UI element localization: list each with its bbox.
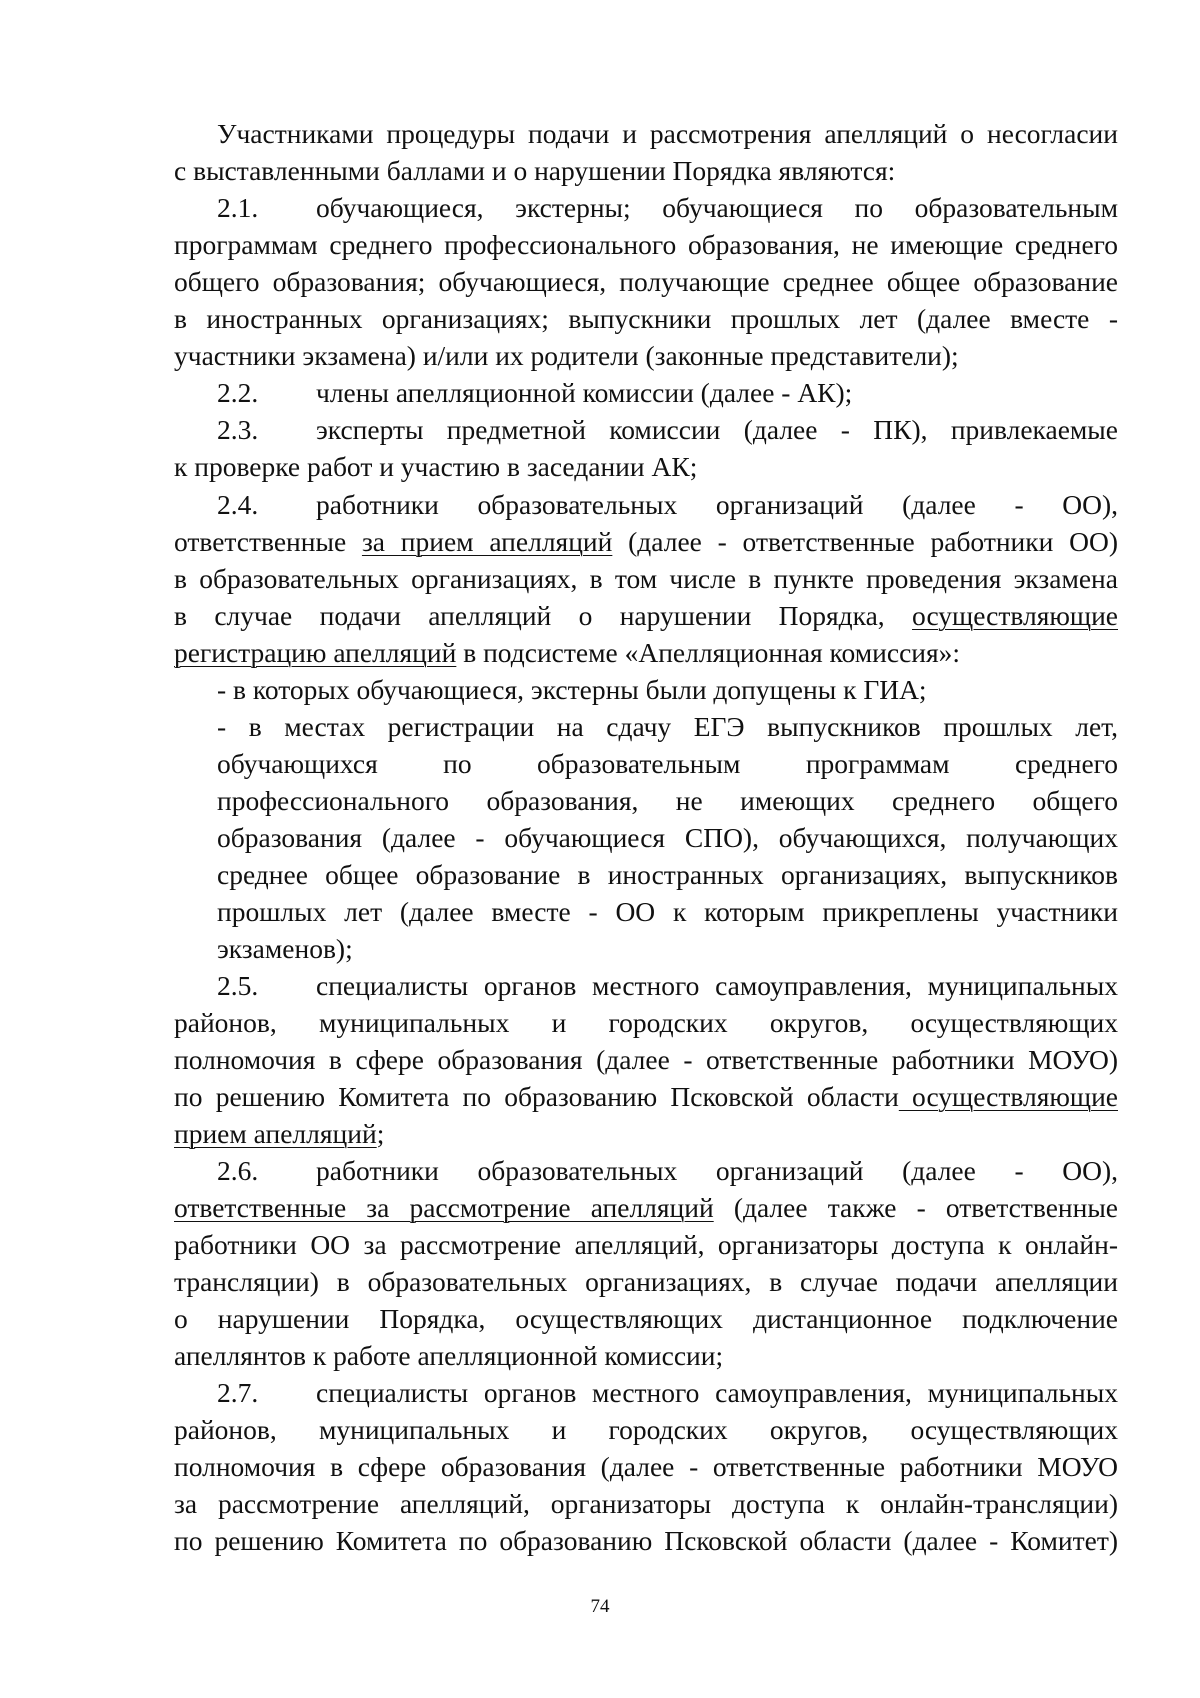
- paragraph-line: обучающиеся, экстерны; обучающиеся по образовательным: [316, 192, 1118, 223]
- paragraph-line: программам среднего профессионального образования, не имеющие среднего: [174, 229, 1118, 260]
- list-item: - в местах регистрации на сдачу ЕГЭ выпускников прошлых лет,: [217, 711, 1118, 742]
- paragraph-line: работники образовательных организаций (далее - ОО),: [316, 1155, 1118, 1186]
- paragraph-line: в образовательных организациях, в том числе в пункте проведения экзамена: [174, 563, 1118, 594]
- text-run: (далее - ответственные работники ОО): [612, 526, 1118, 557]
- paragraph-line: полномочия в сфере образования (далее - ответственные работники МОУО: [174, 1451, 1118, 1482]
- text-run: в подсистеме «Апелляционная комиссия»:: [456, 637, 961, 668]
- paragraph-line: апеллянтов к работе апелляционной комиссии;: [174, 1340, 724, 1371]
- paragraph-line: специалисты органов местного самоуправления, муниципальных: [316, 1377, 1118, 1408]
- list-item-line: профессионального образования, не имеющих среднего общего: [217, 785, 1118, 816]
- paragraph-line: работники образовательных организаций (далее - ОО),: [316, 489, 1118, 520]
- paragraph-line: [174, 1115, 1118, 1152]
- list-item-line: экзаменов);: [217, 933, 353, 964]
- paragraph-line: члены апелляционной комиссии (далее - АК);: [316, 377, 853, 408]
- underlined-text: ответственные за рассмотрение апелляций: [174, 1192, 714, 1223]
- item-number: 2.1.: [217, 192, 259, 223]
- intro-line: с выставленными баллами и о нарушении Порядка являются:: [174, 155, 896, 186]
- paragraph-line: работники ОО за рассмотрение апелляций, организаторы доступа к онлайн-: [174, 1229, 1118, 1260]
- text-run: по решению Комитета по образованию Псковской области: [174, 1081, 899, 1112]
- item-number: 2.2.: [217, 377, 259, 408]
- paragraph-line: эксперты предметной комиссии (далее - ПК), привлекаемые: [316, 414, 1118, 445]
- item-number: 2.7.: [217, 1377, 259, 1408]
- page-number: 74: [590, 1596, 610, 1617]
- item-number: 2.4.: [217, 489, 259, 520]
- item-number: 2.6.: [217, 1155, 259, 1186]
- intro-line: Участниками процедуры подачи и рассмотрения апелляций о несогласии: [217, 118, 1118, 149]
- paragraph-line: о нарушении Порядка, осуществляющих дистанционное подключение: [174, 1303, 1118, 1334]
- paragraph-line: [174, 523, 1118, 560]
- list-item-line: обучающихся по образовательным программам среднего: [217, 748, 1118, 779]
- list-item-line: среднее общее образование в иностранных организациях, выпускников: [217, 859, 1118, 890]
- paragraph-line: [174, 1189, 1118, 1226]
- item-number: 2.5.: [217, 970, 259, 1001]
- list-item: - в которых обучающиеся, экстерны были допущены к ГИА;: [217, 674, 927, 705]
- underlined-text: за прием апелляций: [361, 526, 613, 557]
- paragraph-line: [174, 634, 1118, 671]
- paragraph-line: [174, 1078, 1118, 1115]
- paragraph-line: в иностранных организациях; выпускники прошлых лет (далее вместе -: [174, 303, 1118, 334]
- paragraph-line: районов, муниципальных и городских округов, осуществляющих: [174, 1007, 1118, 1038]
- paragraph-line: общего образования; обучающиеся, получающие среднее общее образование: [174, 266, 1118, 297]
- paragraph-line: полномочия в сфере образования (далее - ответственные работники МОУО): [174, 1044, 1118, 1075]
- item-number: 2.3.: [217, 414, 259, 445]
- text-run: (далее также - ответственные: [713, 1192, 1118, 1223]
- underlined-text: осуществляющие: [912, 600, 1118, 631]
- paragraph-line: к проверке работ и участию в заседании АК;: [174, 451, 698, 482]
- paragraph-line: участники экзамена) и/или их родители (законные представители);: [174, 340, 959, 371]
- underlined-text: регистрацию апелляций: [174, 637, 457, 668]
- text-run: ;: [376, 1118, 385, 1149]
- paragraph-line: [174, 597, 1118, 634]
- paragraph-line: трансляции) в образовательных организациях, в случае подачи апелляции: [174, 1266, 1118, 1297]
- underlined-text: прием апелляций: [174, 1118, 377, 1149]
- paragraph-line: специалисты органов местного самоуправления, муниципальных: [316, 970, 1118, 1001]
- underlined-text: осуществляющие: [898, 1081, 1118, 1112]
- list-item-line: прошлых лет (далее вместе - ОО к которым прикреплены участники: [217, 896, 1118, 927]
- paragraph-line: за рассмотрение апелляций, организаторы доступа к онлайн-трансляции): [174, 1488, 1118, 1519]
- paragraph-line: по решению Комитета по образованию Псковской области (далее - Комитет): [174, 1525, 1118, 1556]
- text-run: ответственные: [174, 526, 362, 557]
- paragraph-line: районов, муниципальных и городских округов, осуществляющих: [174, 1414, 1118, 1445]
- list-item-line: образования (далее - обучающиеся СПО), обучающихся, получающих: [217, 822, 1118, 853]
- text-run: в случае подачи апелляций о нарушении Порядка,: [174, 600, 913, 631]
